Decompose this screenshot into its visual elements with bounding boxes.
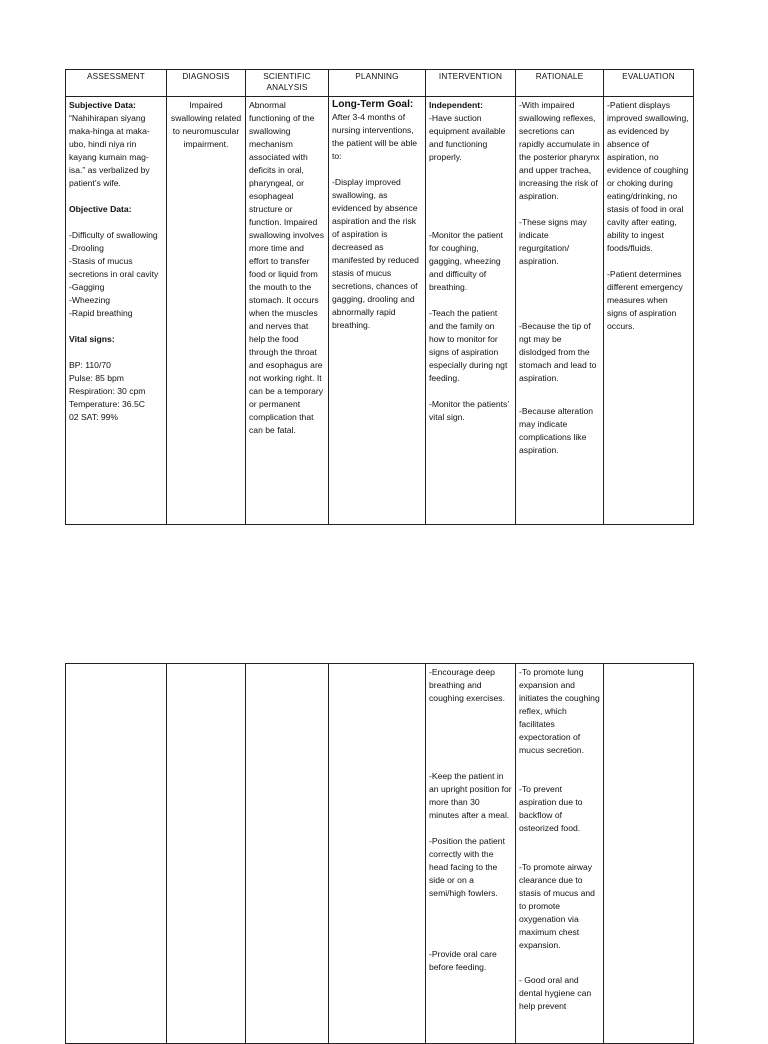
rationale-item: -To promote lung expansion and initiates the coughing reflex, which facilitates expectoration of mucus secretion.: [519, 667, 600, 755]
header-scientific-analysis: SCIENTIFIC ANALYSIS: [246, 70, 329, 97]
goal-text: -Display improved swallowing, as evidenced by absence aspiration and the risk of aspiration is decreased as manifested by reduced stasis of mucus secretions, chances of gagging, drooling and abnormally rapid breathing.: [332, 177, 419, 330]
intervention-item: -Position the patient correctly with the head facing to the side or on a semi/high fowlers.: [429, 836, 505, 898]
content-row: [66, 97, 694, 525]
evaluation-cell: [604, 97, 694, 525]
rationale-item: -Because the tip of ngt may be dislodged from the stomach and lead to aspiration.: [519, 321, 597, 383]
rationale-item: -Because alteration may indicate complications like aspiration.: [519, 406, 594, 455]
scientific-analysis-cell: [246, 97, 329, 525]
subjective-text: “Nahihirapan siyang maka-hinga at maka-ubo, hindi niya rin kayang kumain mag-isa.” as verbalized by patient’s wife.: [69, 113, 150, 188]
header-rationale: RATIONALE: [516, 70, 604, 97]
goal-intro: After 3-4 months of nursing interventions, the patient will be able to:: [332, 112, 418, 161]
header-diagnosis: DIAGNOSIS: [167, 70, 246, 97]
rationale-item: - Good oral and dental hygiene can help prevent: [519, 975, 592, 1011]
intervention-item: -Keep the patient in an upright position for more than 30 minutes after a meal.: [429, 771, 512, 820]
header-assessment: ASSESSMENT: [66, 70, 167, 97]
intervention-cell: [426, 97, 516, 525]
intervention-item: -Encourage deep breathing and coughing exercises.: [429, 667, 505, 703]
rationale-item: -With impaired swallowing reflexes, secretions can rapidly accumulate in the posterior pharynx and upper trachea, increasing the risk of aspiration.: [519, 100, 600, 201]
rationale-cell: [516, 664, 604, 1044]
evaluation-item: -Patient displays improved swallowing, as evidenced by absence of aspiration, no evidence of coughing or choking during eating/drinking, no stasis of food in oral cavity after eating, ability to ingest foods/fluids.: [607, 100, 689, 253]
objective-item: -Wheezing: [69, 295, 111, 305]
care-plan-table-page-1: [65, 69, 694, 525]
care-plan-table-page-2: [65, 663, 694, 1044]
intervention-item: -Monitor the patients’ vital sign.: [429, 399, 509, 422]
header-evaluation: EVALUATION: [604, 70, 694, 97]
vital-signs-label: Vital signs:: [69, 334, 115, 344]
header-row: [66, 70, 694, 97]
objective-item: -Stasis of mucus secretions in oral cavity: [69, 256, 159, 279]
evaluation-cell: [604, 664, 694, 1044]
intervention-cell: [426, 664, 516, 1044]
objective-label: Objective Data:: [69, 204, 132, 214]
vital-sign-item: Temperature: 36.5C: [69, 399, 145, 409]
objective-item: -Rapid breathing: [69, 308, 133, 318]
vital-sign-item: Respiration: 30 cpm: [69, 386, 146, 396]
rationale-item: -These signs may indicate regurgitation/ aspiration.: [519, 217, 587, 266]
rationale-item: -To prevent aspiration due to backflow of osteorized food.: [519, 784, 583, 833]
planning-cell: [329, 97, 426, 525]
rationale-item: -To promote airway clearance due to stasis of mucus and to promote oxygenation via maximum chest expansion.: [519, 862, 595, 950]
intervention-item: -Provide oral care before feeding.: [429, 949, 497, 972]
objective-item: -Difficulty of swallowing: [69, 230, 158, 240]
scientific-analysis-cell: [246, 664, 329, 1044]
vital-sign-item: 02 SAT: 99%: [69, 412, 119, 422]
diagnosis-cell: [167, 664, 246, 1044]
vital-sign-item: BP: 110/70: [69, 360, 111, 370]
content-row: [66, 664, 694, 1044]
vital-sign-item: Pulse: 85 bpm: [69, 373, 124, 383]
diagnosis-text: Impaired swallowing related to neuromuscular impairment.: [170, 100, 242, 149]
assessment-cell: [66, 97, 167, 525]
intervention-item: -Monitor the patient for coughing, gagging, wheezing and difficulty of breathing.: [429, 230, 504, 292]
header-planning: PLANNING: [329, 70, 426, 97]
scientific-analysis-text: Abnormal functioning of the swallowing mechanism associated with deficits in oral, pharyngeal, or esophageal structure or function. Impaired swallowing involves more time and effort to transfer food or liquid from the mouth to the stomach. It occurs when the muscles and nerves that help the food through the throat and esophagus are not working right. It can be a temporary or permanent complication that can be fatal.: [249, 100, 324, 435]
objective-item: -Drooling: [69, 243, 104, 253]
long-term-goal-label: Long-Term Goal:: [332, 99, 414, 110]
subjective-label: Subjective Data:: [69, 100, 136, 110]
header-intervention: INTERVENTION: [426, 70, 516, 97]
independent-label: Independent:: [429, 100, 483, 110]
intervention-item: -Have suction equipment available and functioning properly.: [429, 113, 506, 162]
objective-item: -Gagging: [69, 282, 105, 292]
diagnosis-cell: [167, 97, 246, 525]
planning-cell: [329, 664, 426, 1044]
assessment-cell: [66, 664, 167, 1044]
intervention-item: -Teach the patient and the family on how to monitor for signs of aspiration especially during ngt feeding.: [429, 308, 508, 383]
evaluation-item: -Patient determines different emergency measures when signs of aspiration occurs.: [607, 269, 683, 331]
rationale-cell: [516, 97, 604, 525]
